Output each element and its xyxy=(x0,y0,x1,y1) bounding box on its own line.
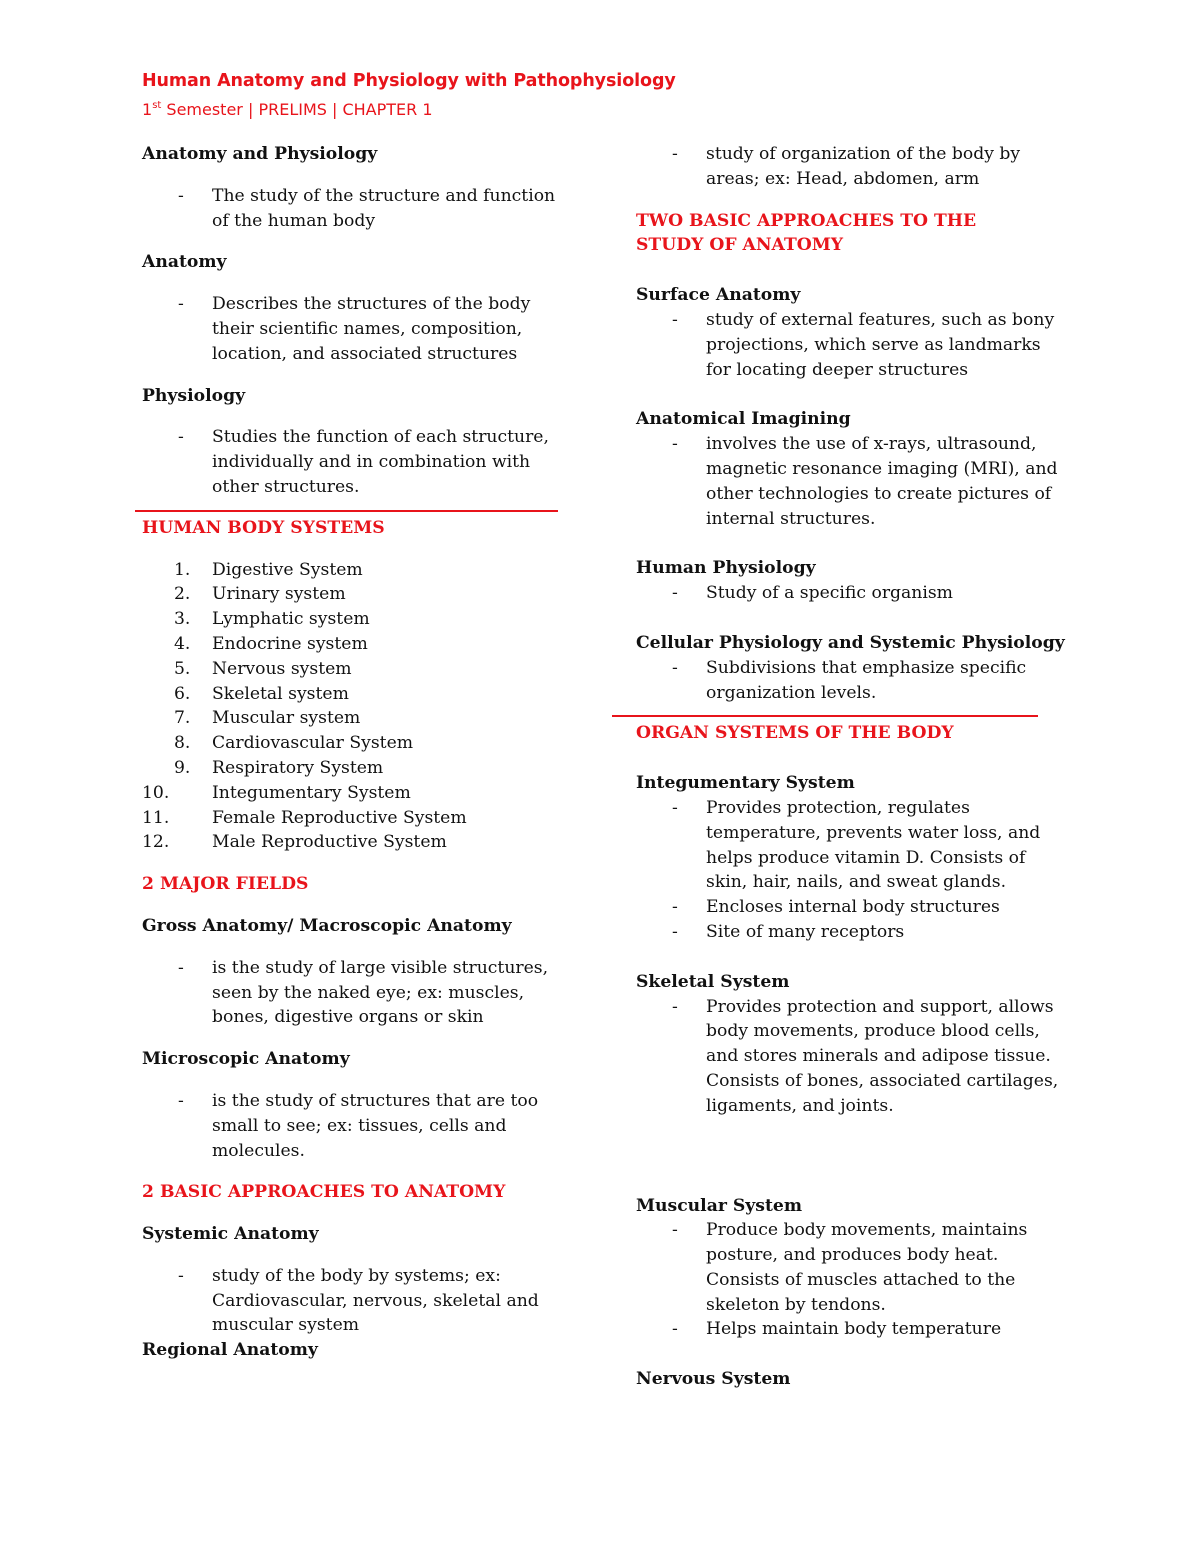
list-item: - Describes the structures of the body their scientific names, composition, location, and associated structures xyxy=(142,292,572,366)
list-item: - The study of the structure and function of the human body xyxy=(142,184,572,234)
section-heading-human-physiology: Human Physiology xyxy=(636,558,816,579)
section-heading-anatomical-imaging: Anatomical Imagining xyxy=(636,409,851,430)
list-item: 3. Lymphatic system xyxy=(174,609,370,630)
bullet-list xyxy=(636,1218,1066,1342)
section-divider xyxy=(612,715,1038,717)
document-title: Human Anatomy and Physiology with Pathophysiology xyxy=(142,71,676,91)
list-item: 5. Nervous system xyxy=(174,658,352,679)
list-item: 11. Female Reproductive System xyxy=(142,807,467,828)
list-item: - is the study of structures that are too small to see; ex: tissues, cells and molecules. xyxy=(142,1089,572,1163)
bullet-list xyxy=(142,1264,572,1338)
list-item: 2. Urinary system xyxy=(174,584,346,605)
bullet-list xyxy=(636,142,1066,192)
section-heading-physiology: Physiology xyxy=(142,385,246,406)
section-heading-cellular-systemic: Cellular Physiology and Systemic Physiology xyxy=(636,632,1065,653)
bullet-list xyxy=(142,1089,572,1163)
bullet-list xyxy=(636,796,1066,945)
list-item: - study of organization of the body by areas; ex: Head, abdomen, arm xyxy=(636,142,1066,192)
bullet-list xyxy=(636,995,1066,1119)
section-heading-organ-systems: ORGAN SYSTEMS OF THE BODY xyxy=(636,723,954,744)
section-divider xyxy=(135,510,558,512)
list-item: - Helps maintain body temperature xyxy=(636,1317,1066,1342)
bullet-list xyxy=(636,581,1066,606)
section-heading-basic-approaches: 2 BASIC APPROACHES TO ANATOMY xyxy=(142,1182,506,1203)
section-heading-gross-anatomy: Gross Anatomy/ Macroscopic Anatomy xyxy=(142,915,512,936)
section-heading-human-body-systems: HUMAN BODY SYSTEMS xyxy=(142,517,385,538)
left-column xyxy=(142,142,572,1363)
list-item: 8. Cardiovascular System xyxy=(174,733,414,754)
bullet-list xyxy=(142,956,572,1030)
numbered-list xyxy=(142,558,572,856)
section-heading-integumentary: Integumentary System xyxy=(636,773,855,794)
bullet-list xyxy=(142,184,572,234)
list-item: - Produce body movements, maintains posture, and produces body heat. Consists of muscles attached to the skeleton by tendons. xyxy=(636,1218,1066,1317)
list-item: - Subdivisions that emphasize specific organization levels. xyxy=(636,656,1066,706)
list-item: - Encloses internal body structures xyxy=(636,895,1066,920)
list-item: - Site of many receptors xyxy=(636,920,1066,945)
semester-number: 1 xyxy=(142,100,153,119)
list-item: 9. Respiratory System xyxy=(174,757,384,778)
bullet-list xyxy=(636,432,1066,531)
list-item: - Provides protection and support, allows body movements, produce blood cells, and stores minerals and adipose tissue. Consists of bones, associated cartilages, ligaments, and joints. xyxy=(636,995,1066,1119)
bullet-list xyxy=(636,308,1066,382)
list-item: - study of external features, such as bony projections, which serve as landmarks for locating deeper structures xyxy=(636,308,1066,382)
subtitle-rest: Semester | PRELIMS | CHAPTER 1 xyxy=(161,100,433,119)
document-subtitle xyxy=(142,100,433,119)
bullet-list xyxy=(142,425,572,499)
section-heading-systemic-anatomy: Systemic Anatomy xyxy=(142,1224,319,1245)
list-item: 12. Male Reproductive System xyxy=(142,832,447,853)
section-heading-microscopic-anatomy: Microscopic Anatomy xyxy=(142,1049,350,1070)
ordinal-suffix: st xyxy=(152,99,162,111)
list-item: 10. Integumentary System xyxy=(142,782,411,803)
list-item: - Studies the function of each structure, individually and in combination with other structures. xyxy=(142,425,572,499)
list-item: - Provides protection, regulates temperature, prevents water loss, and helps produce vitamin D. Consists of skin, hair, nails, and sweat glands. xyxy=(636,796,1066,895)
list-item: 6. Skeletal system xyxy=(174,683,349,704)
right-column xyxy=(636,142,1066,1392)
section-heading-muscular: Muscular System xyxy=(636,1195,803,1216)
list-item: - is the study of large visible structures, seen by the naked eye; ex: muscles, bones, digestive organs or skin xyxy=(142,956,572,1030)
list-item: 4. Endocrine system xyxy=(174,633,368,654)
section-heading-skeletal: Skeletal System xyxy=(636,971,790,992)
section-heading-anatomy: Anatomy xyxy=(142,252,227,273)
bullet-list xyxy=(142,292,572,366)
list-item: 1. Digestive System xyxy=(174,559,363,580)
section-heading-surface-anatomy: Surface Anatomy xyxy=(636,285,801,306)
list-item: 7. Muscular system xyxy=(174,708,361,729)
section-heading-regional-anatomy: Regional Anatomy xyxy=(142,1340,318,1361)
bullet-list xyxy=(636,656,1066,706)
section-heading-anatomy-physiology: Anatomy and Physiology xyxy=(142,144,378,164)
section-heading-two-approaches: TWO BASIC APPROACHES TO THE STUDY OF ANATOMY xyxy=(636,210,977,256)
list-item: - involves the use of x-rays, ultrasound, magnetic resonance imaging (MRI), and other technologies to create pictures of internal structures. xyxy=(636,432,1066,531)
list-item: - Study of a specific organism xyxy=(636,581,1066,606)
list-item: - study of the body by systems; ex: Cardiovascular, nervous, skeletal and muscular system xyxy=(142,1264,572,1338)
section-heading-major-fields: 2 MAJOR FIELDS xyxy=(142,874,309,895)
section-heading-nervous: Nervous System xyxy=(636,1369,791,1390)
